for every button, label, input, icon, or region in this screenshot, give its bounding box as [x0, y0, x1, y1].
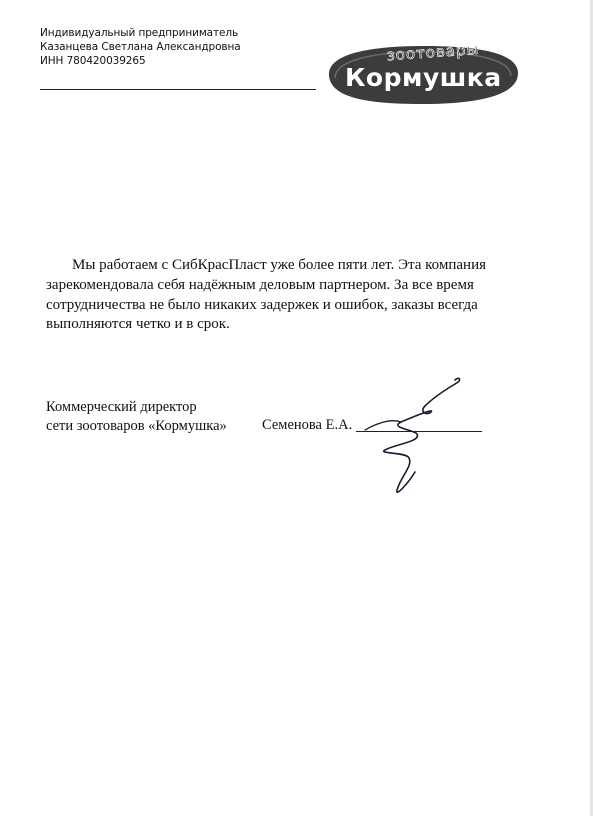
letterhead-line-3: ИНН 780420039265 — [40, 55, 146, 67]
logo-top-text: зоотовары — [386, 39, 480, 65]
signer-position — [46, 398, 227, 435]
letterhead — [40, 26, 241, 68]
company-logo — [321, 38, 523, 108]
signer-name: Семенова Е.А. — [262, 417, 353, 433]
signer-position-line-2: сети зоотоваров «Кормушка» — [46, 417, 227, 434]
signer-position-line-1: Коммерческий директор — [46, 399, 197, 415]
handwritten-signature — [355, 372, 475, 502]
letterhead-line-1: Индивидуальный предприниматель — [40, 27, 239, 39]
body-paragraph: Мы работаем с СибКрасПласт уже более пяти лет. Эта компания зарекомендовала себя надёжным деловым партнером. За все время сотрудничества не было никаких задержек и ошибок, заказы всегда выполняются четко и в срок. — [46, 257, 486, 333]
letterhead-rule — [40, 89, 316, 90]
letter-body — [46, 256, 518, 335]
logo-brand-text: Кормушка — [345, 63, 502, 92]
letterhead-line-2: Казанцева Светлана Александровна — [40, 41, 241, 53]
